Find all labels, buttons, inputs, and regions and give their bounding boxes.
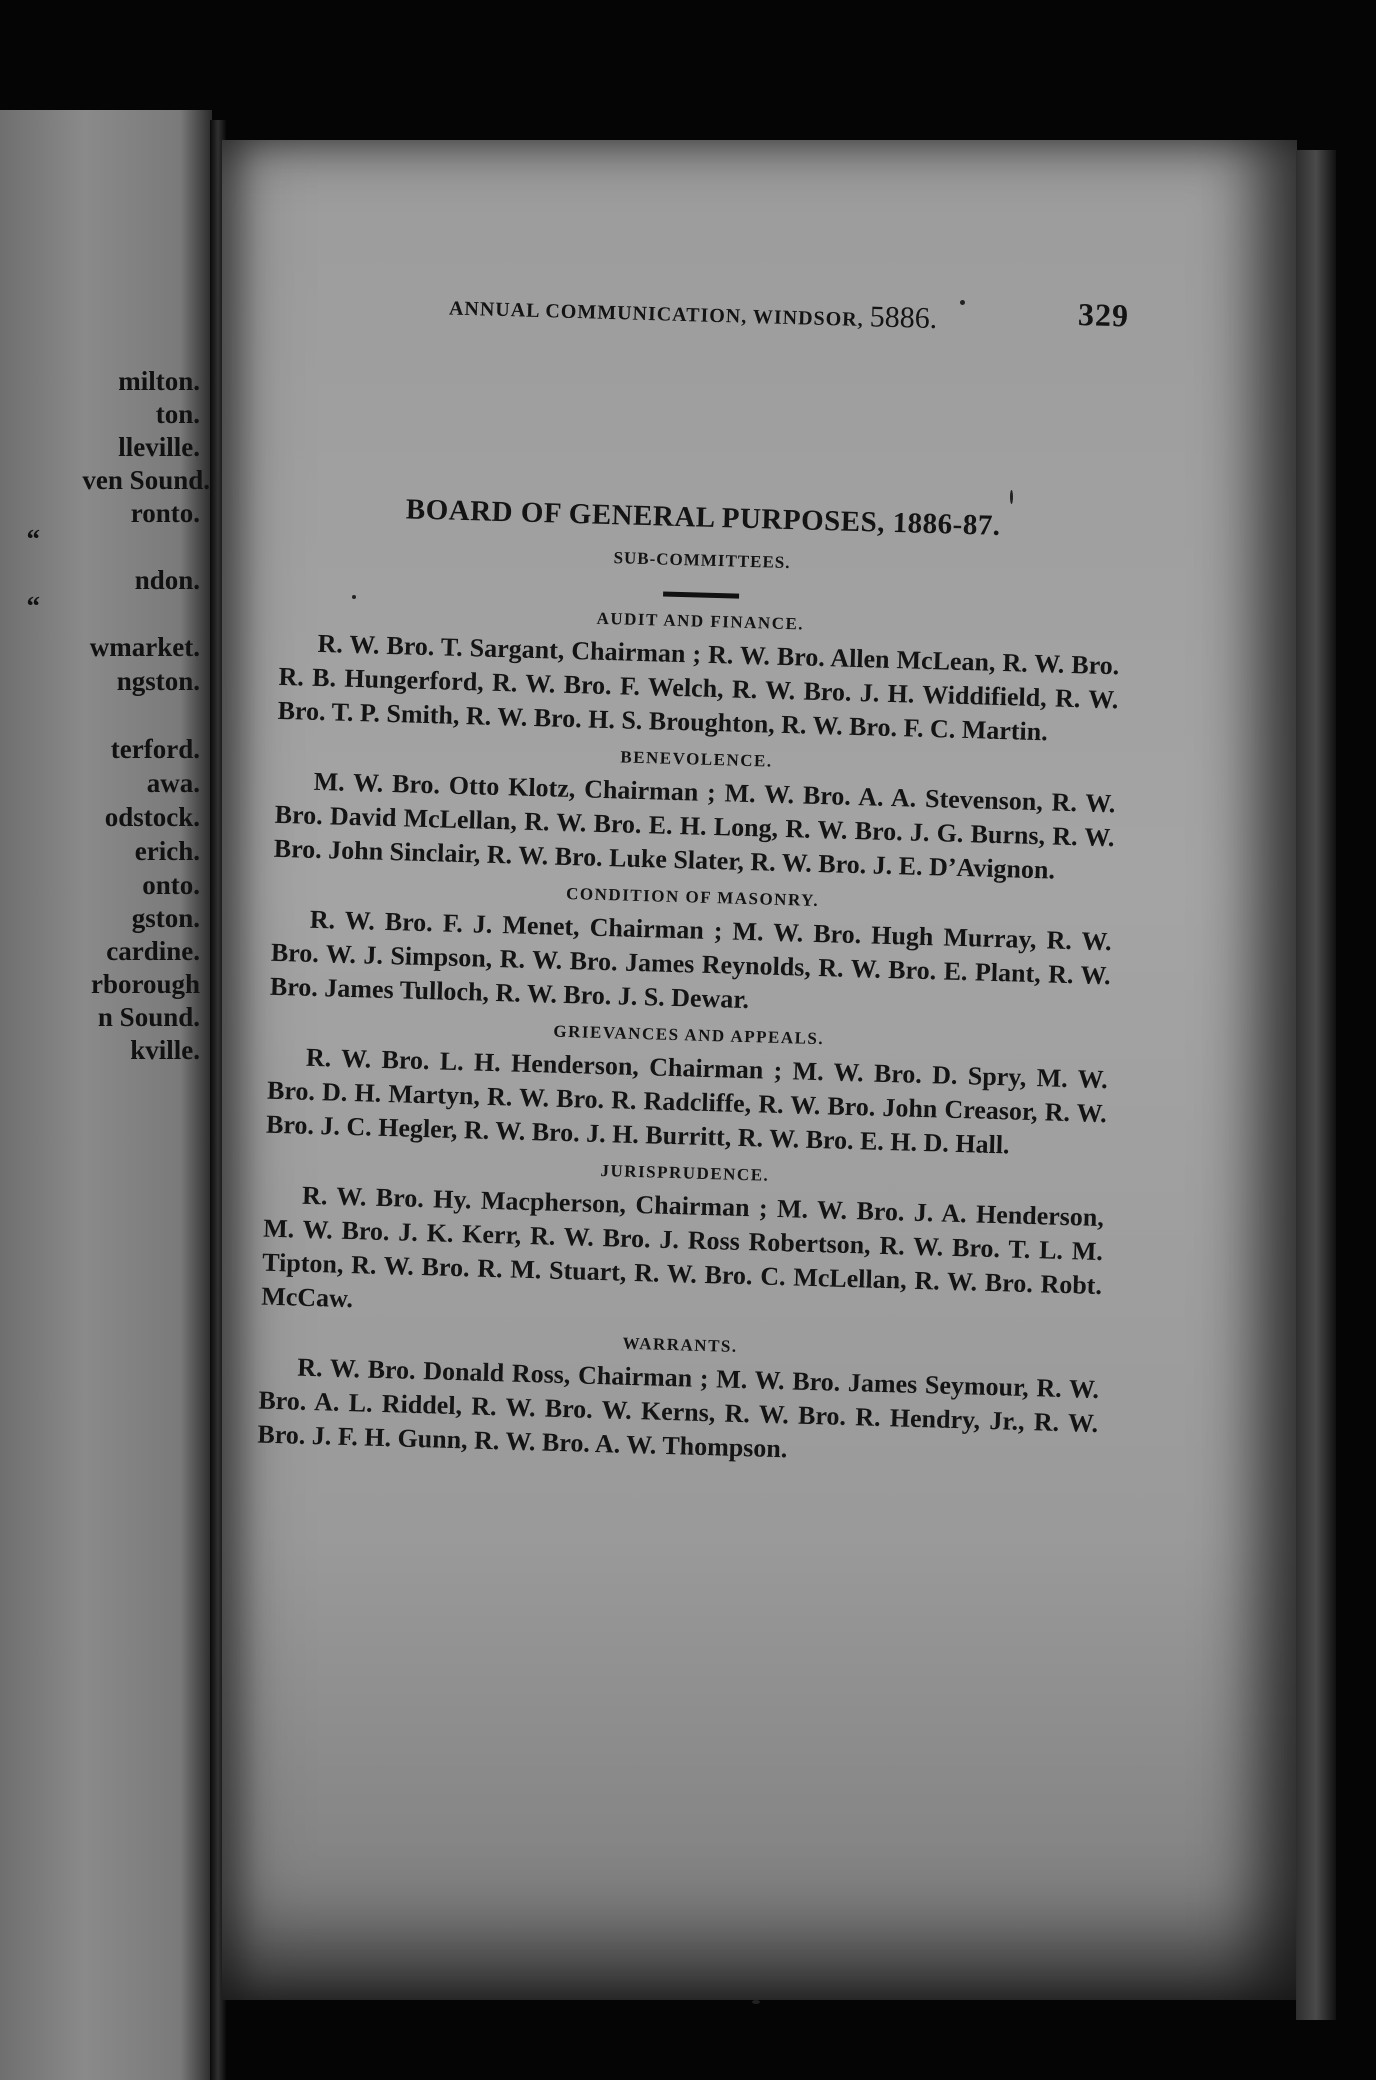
committee-title: JURISPRUDENCE. [600,1161,770,1185]
left-page-line: “ [26,591,40,621]
committee-title: AUDIT AND FINANCE. [596,608,805,634]
left-page-line: ronto. [130,498,200,528]
committee-benevolence [273,738,1116,889]
left-page-line: erich. [134,836,200,866]
committee-jurisprudence [261,1152,1105,1337]
page-number: 329 [1077,296,1130,334]
left-page-line: ton. [155,399,200,429]
committee-condition-of-masonry [270,876,1113,1027]
page-text [257,270,1130,1485]
left-page-line: awa. [146,768,200,798]
left-page-line: wmarket. [89,632,200,662]
committee-warrants [257,1324,1100,1475]
committee-members: M. W. Bro. Otto Klotz, Chairman ; M. W. Bro. A. A. Stevenson, R. W. Bro. David McLellan, R. W. Bro. E. H. Long, R. W. Bro. J. G. Burns, R. W. Bro. John Sinclair, R. W. Bro. Luke Slater, R. W. Bro. J. E. D’Avignon. [273,766,1116,885]
committee-title: BENEVOLENCE. [620,747,773,771]
left-page-line: rborough [90,969,200,999]
committee-members: R. W. Bro. F. J. Menet, Chairman ; M. W. Bro. Hugh Murray, R. W. Bro. W. J. Simpson, R. W. Bro. James Reynolds, R. W. Bro. E. Plant, R. W. Bro. James Tulloch, R. W. Bro. J. S. Dewar. [269,904,1112,1015]
left-page-line: gston. [131,903,200,933]
left-page-line: ndon. [134,565,200,595]
left-page-line: n Sound. [97,1002,200,1032]
board-title: BOARD OF GENERAL PURPOSES, 1886-87. [405,493,1002,542]
committee-members: R. W. Bro. Hy. Macpherson, Chairman ; M. W. Bro. J. A. Henderson, M. W. Bro. J. K. Kerr, R. W. Bro. J. Ross Robertson, R. W. Bro. T. L. M. Tipton, R. W. Bro. R. M. Stuart, R. W. Bro. C. McLellan, R. W. Bro. Robt. McCaw. [260,1180,1105,1314]
running-head-year: 5886. [869,300,938,336]
left-page-line: ven Sound. [82,465,210,495]
running-head-title: ANNUAL COMMUNICATION, WINDSOR, [448,297,864,332]
committee-title: CONDITION OF MASONRY. [565,883,820,911]
left-page-line: odstock. [104,802,200,832]
previous-page-fragment [0,110,212,2080]
left-page-line: ngston. [116,666,200,696]
committee-title: GRIEVANCES AND APPEALS. [553,1021,825,1049]
left-page-line: “ [26,524,40,554]
left-page-line: onto. [142,870,200,900]
left-page-line: milton. [118,366,200,396]
section-rule [663,592,739,599]
left-page-line: kville. [130,1035,200,1065]
page-edge [1296,150,1336,2020]
left-page-line: cardine. [106,936,200,966]
dust-speck [752,2000,760,2004]
committee-members: R. W. Bro. L. H. Henderson, Chairman ; M. W. Bro. D. Spry, M. W. Bro. D. H. Martyn, R. W. Bro. R. Radcliffe, R. W. Bro. John Creasor, R. W. Bro. J. C. Hegler, R. W. Bro. J. H. Burritt, R. W. Bro. E. H. D. Hall. [265,1042,1109,1160]
left-page-line: lleville. [118,432,200,462]
sub-committees-heading: SUB-COMMITTEES. [613,548,791,573]
committee-members: R. W. Bro. Donald Ross, Chairman ; M. W. Bro. James Seymour, R. W. Bro. A. L. Riddel, R. W. Bro. W. Kerns, R. W. Bro. R. Hendry, Jr., R. W. Bro. J. F. H. Gunn, R. W. Bro. A. W. Thompson. [257,1352,1100,1464]
committee-title: WARRANTS. [622,1333,738,1356]
committee-audit-and-finance [277,600,1120,751]
committee-members: R. W. Bro. T. Sargant, Chairman ; R. W. Bro. Allen McLean, R. W. Bro. R. B. Hungerford, R. W. Bro. F. Welch, R. W. Bro. J. H. Widdifield, R. W. Bro. T. P. Smith, R. W. Bro. H. S. Broughton, R. W. Bro. F. C. Martin. [277,628,1120,747]
left-page-line: terford. [110,734,200,764]
committee-grievances-and-appeals [266,1014,1109,1165]
running-head-text [449,288,938,336]
